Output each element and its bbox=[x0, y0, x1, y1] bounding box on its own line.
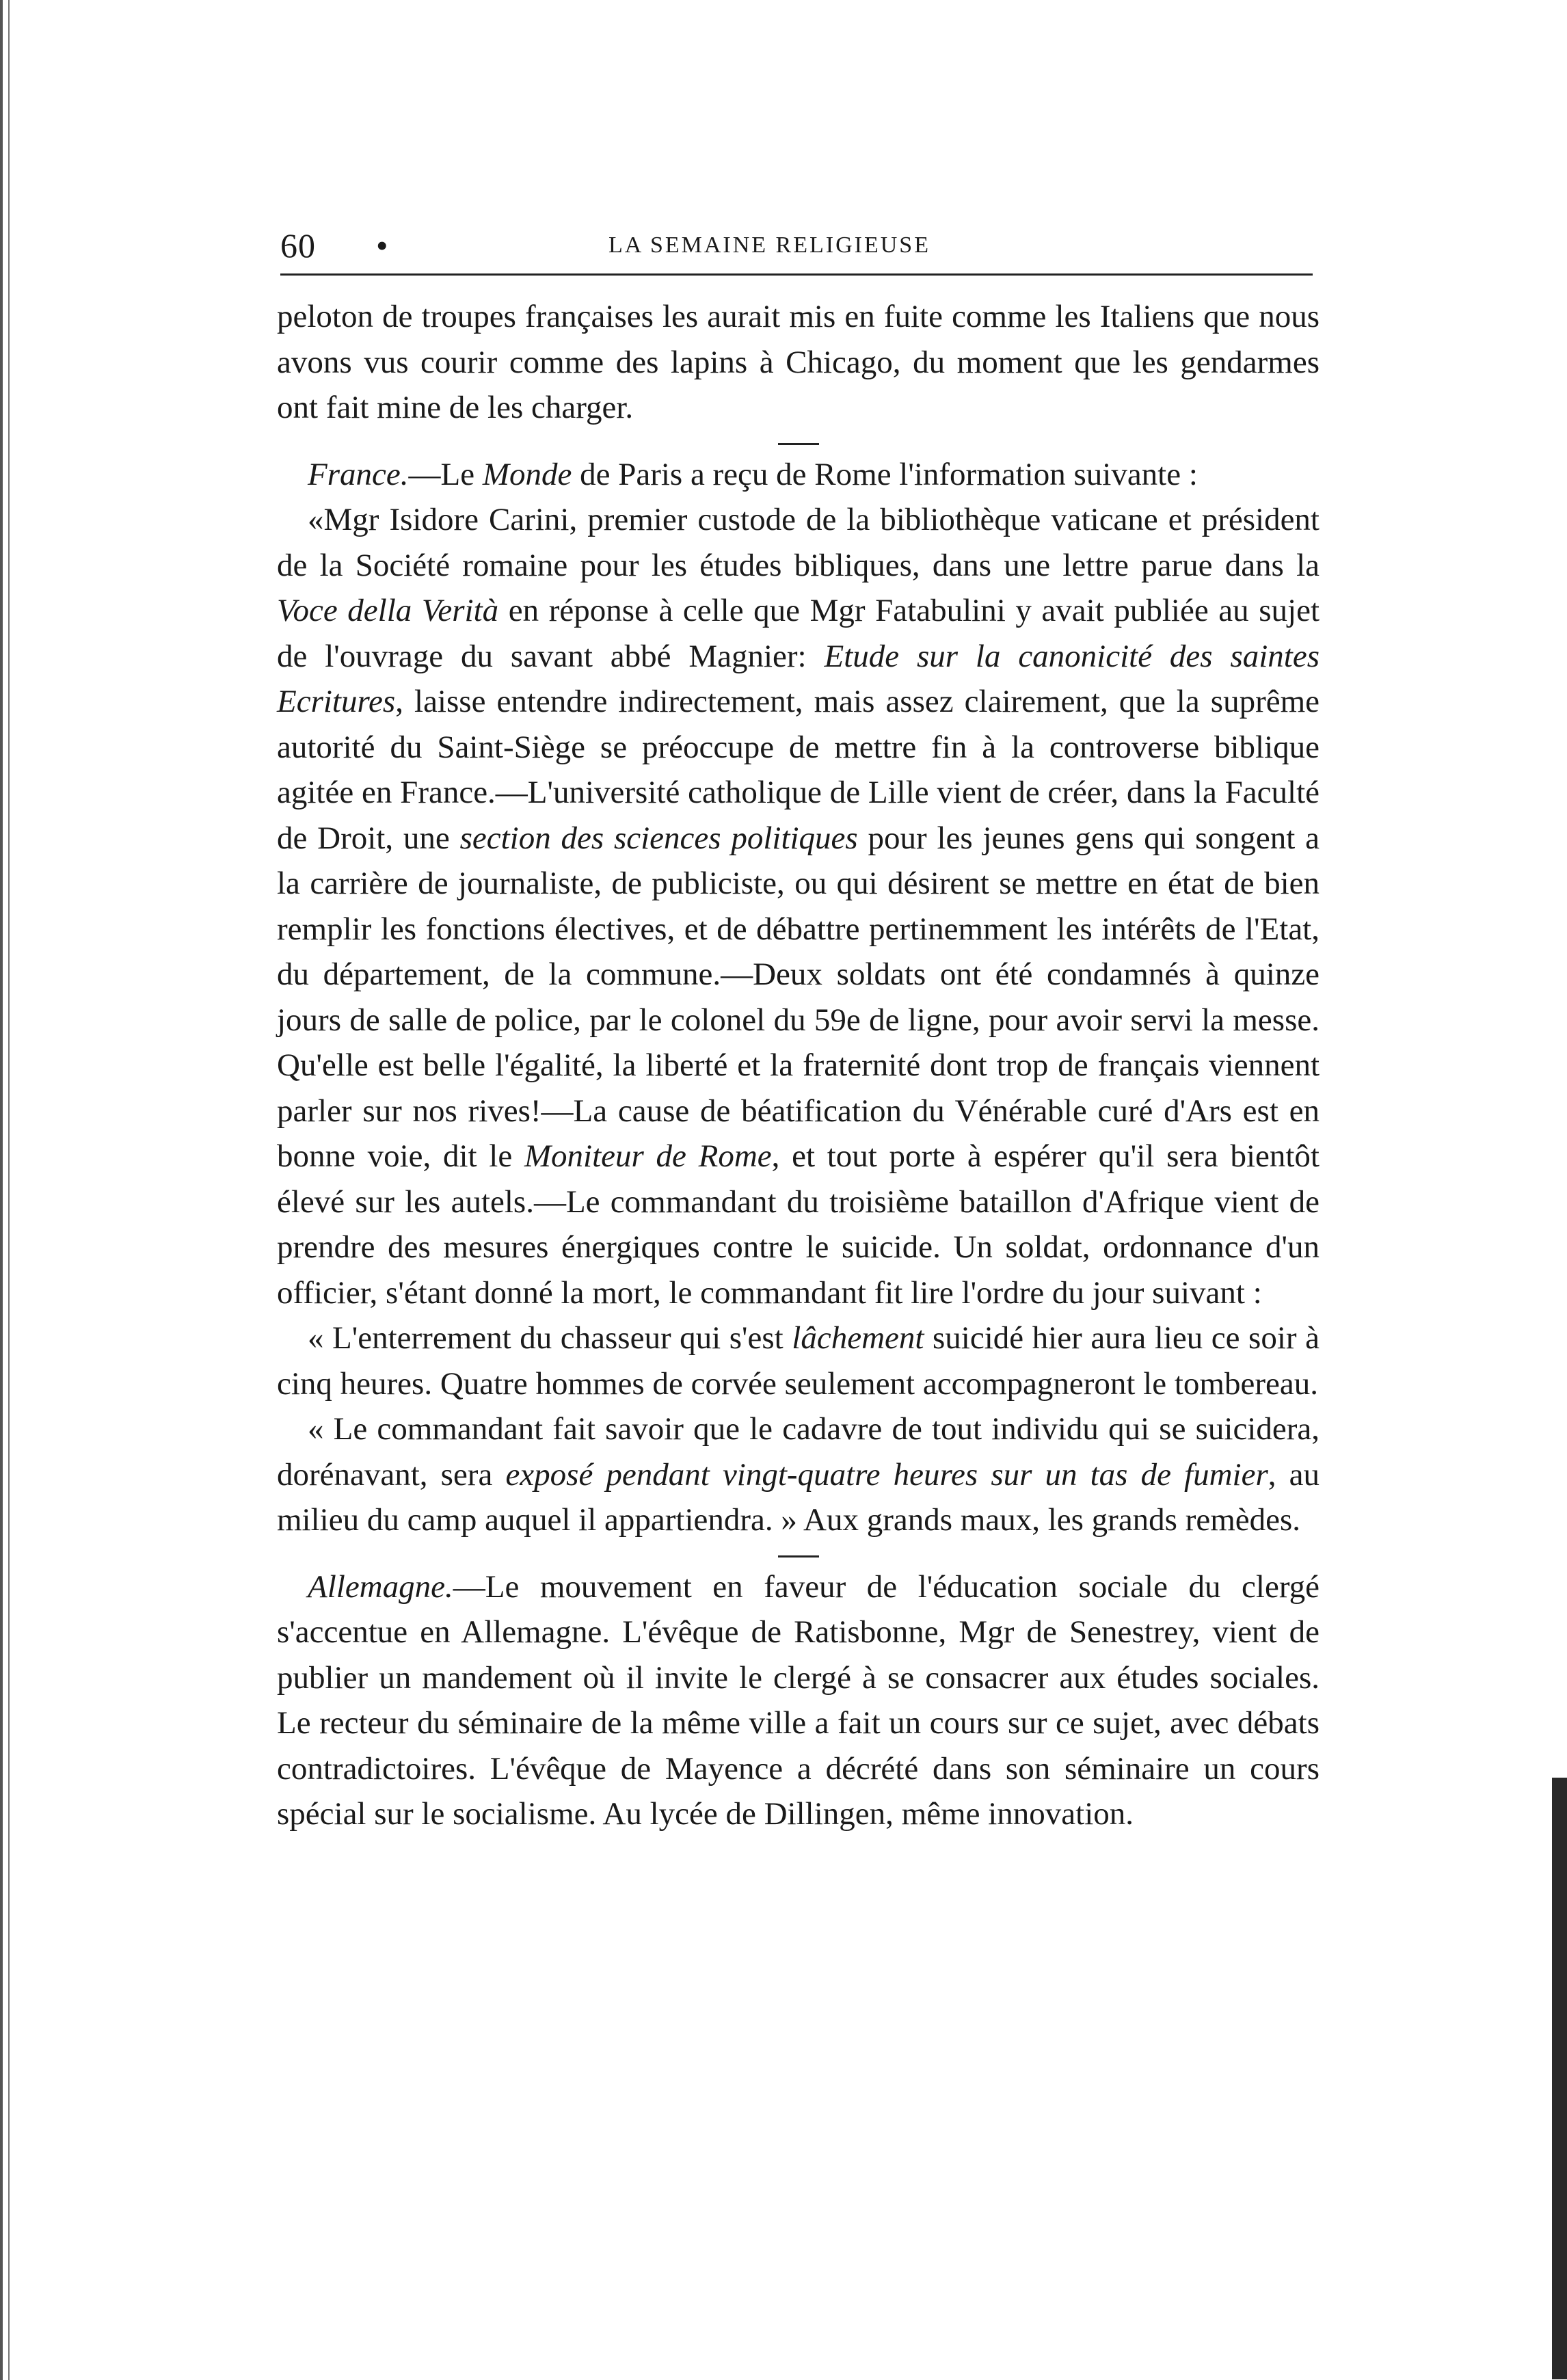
paragraph-france: France.—Le Monde de Paris a reçu de Rome l'information suivante : bbox=[308, 456, 1198, 492]
section-separator bbox=[778, 443, 819, 445]
paragraph-peloton: peloton de troupes françaises les aurait mis en fuite comme les Italiens que nous avons vus courir comme des lapins à Chicago, du moment que les gendarmes ont fait mine de les charger. bbox=[277, 299, 1320, 425]
paragraph-enterrement: « L'enterrement du chasseur qui s'est lâchement suicidé hier aura lieu ce soir à cinq heures. Quatre hommes de corvée seulement accompagneront le tombereau. bbox=[277, 1320, 1320, 1402]
newspaper-title: Moniteur de Rome bbox=[524, 1138, 772, 1174]
header-rule bbox=[280, 273, 1313, 276]
book-title: Etude sur la canonicité des saintes Ecritures bbox=[277, 638, 1320, 719]
page-edge-shadow bbox=[1546, 1778, 1567, 2379]
page-header bbox=[280, 226, 1313, 267]
running-title: LA SEMAINE RELIGIEUSE bbox=[608, 232, 930, 258]
page-body bbox=[277, 294, 1320, 1837]
newspaper-title: Voce della Verità bbox=[277, 593, 499, 628]
section-lead-france: France. bbox=[308, 456, 409, 492]
emphasis-text: lâchement bbox=[792, 1320, 924, 1356]
paragraph-commandant: « Le commandant fait savoir que le cadavre de tout individu qui se suicidera, dorénavant, sera exposé pendant vingt-quatre heures sur un tas de fumier, au milieu du camp auquel il appartiendra. » Aux grands maux, les grands remèdes. bbox=[277, 1411, 1320, 1538]
binding-gutter bbox=[0, 0, 27, 2380]
section-separator bbox=[778, 1555, 819, 1557]
section-lead-allemagne: Allemagne. bbox=[308, 1568, 453, 1605]
emphasis-text: exposé pendant vingt-quatre heures sur un tas de fumier bbox=[505, 1456, 1268, 1493]
newspaper-title: Monde bbox=[482, 456, 572, 492]
paragraph-carini: «Mgr Isidore Carini, premier custode de la bibliothèque vaticane et président de la Société romaine pour les études bibliques, dans une lettre parue dans la Voce della Verità en réponse à celle que Mgr Fatabulini y avait publiée au sujet de l'ouvrage du savant abbé Magnier: Etude sur la canonicité des saintes Ecritures, laisse entendre indirectement, mais assez clairement, que la suprême autorité du Saint-Siège se préoccupe de mettre fin à la controverse biblique agitée en France.—L'université catholique de Lille vient de créer, dans la Faculté de Droit, une section des sciences politiques pour les jeunes gens qui songent a la carrière de journaliste, de publiciste, ou qui désirent se mettre en état de bien remplir les fonctions électives, et de débattre pertinemment les intérêts de l'Etat, du département, de la commune.—Deux soldats ont été condamnés à quinze jours de salle de police, par le colonel du 59e de ligne, pour avoir servi la messe. Qu'elle est belle l'égalité, la liberté et la fraternité dont trop de français viennent parler sur nos rives!—La cause de béatification du Vénérable curé d'Ars est en bonne voie, dit le Moniteur de Rome, et tout porte à espérer qu'il sera bientôt élevé sur les autels.—Le commandant du troisième bataillon d'Afrique vient de prendre des mesures énergiques contre le suicide. Un soldat, ordonnance d'un officier, s'étant donné la mort, le commandant fit lire l'ordre du jour suivant : bbox=[277, 502, 1320, 1311]
paragraph-allemagne: Allemagne.—Le mouvement en faveur de l'éducation sociale du clergé s'accentue en Allemagne. L'évêque de Ratisbonne, Mgr de Senestrey, vient de publier un mandement où il invite le clergé à se consacrer aux études sociales. Le recteur du séminaire de la même ville a fait un cours sur ce sujet, avec débats contradictoires. L'évêque de Mayence a décrété dans son séminaire un cours spécial sur le socialisme. Au lycée de Dillingen, même innovation. bbox=[277, 1568, 1320, 1832]
header-bullet: • bbox=[376, 226, 388, 265]
emphasis-text: section des sciences politiques bbox=[459, 820, 858, 856]
page-number: 60 bbox=[280, 226, 316, 265]
